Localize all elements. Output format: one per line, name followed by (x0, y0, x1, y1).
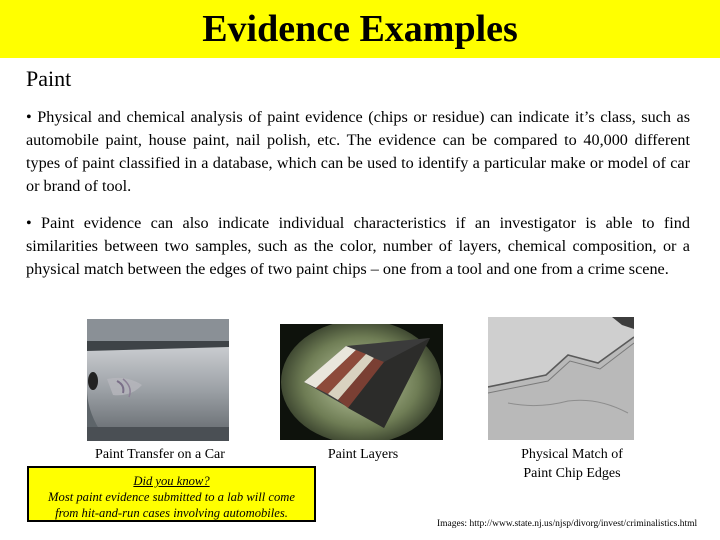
did-you-know-line2: from hit-and-run cases involving automobiles. (55, 506, 288, 520)
did-you-know-line1: Most paint evidence submitted to a lab will come (48, 490, 295, 504)
paragraph-class-characteristics: • Physical and chemical analysis of paint evidence (chips or residue) can indicate it’s class, such as automobile paint, house paint, nail polish, etc. The evidence can be compared to 40,000 different types of paint classified in a database, which can be used to identify a particular make or model of car or brand of tool. (26, 108, 690, 195)
paint-chip-match-photo (488, 317, 634, 440)
caption-paint-layers: Paint Layers (327, 447, 399, 462)
section-heading: Paint (26, 66, 72, 91)
caption-paint-transfer: Paint Transfer on a Car (95, 447, 225, 462)
did-you-know-heading: Did you know? (133, 474, 210, 488)
did-you-know-callout (27, 466, 316, 522)
image-credit: Images: http://www.state.nj.us/njsp/divorg/invest/criminalistics.html (437, 519, 698, 529)
car-bumper-photo (87, 319, 229, 441)
caption-physical-match (492, 445, 652, 483)
paragraph-individual-characteristics: • Paint evidence can also indicate individual characteristics if an investigator is able to find similarities between two samples, such as the color, number of layers, chemical composition, or a physical match between the edges of two paint chips – one from a tool and one from a crime scene. (26, 214, 690, 278)
caption-physical-match-line1: Physical Match of (521, 447, 623, 462)
paint-layers-photo (280, 324, 443, 440)
caption-physical-match-line2: Paint Chip Edges (523, 466, 621, 481)
slide-title: Evidence Examples (202, 8, 518, 50)
